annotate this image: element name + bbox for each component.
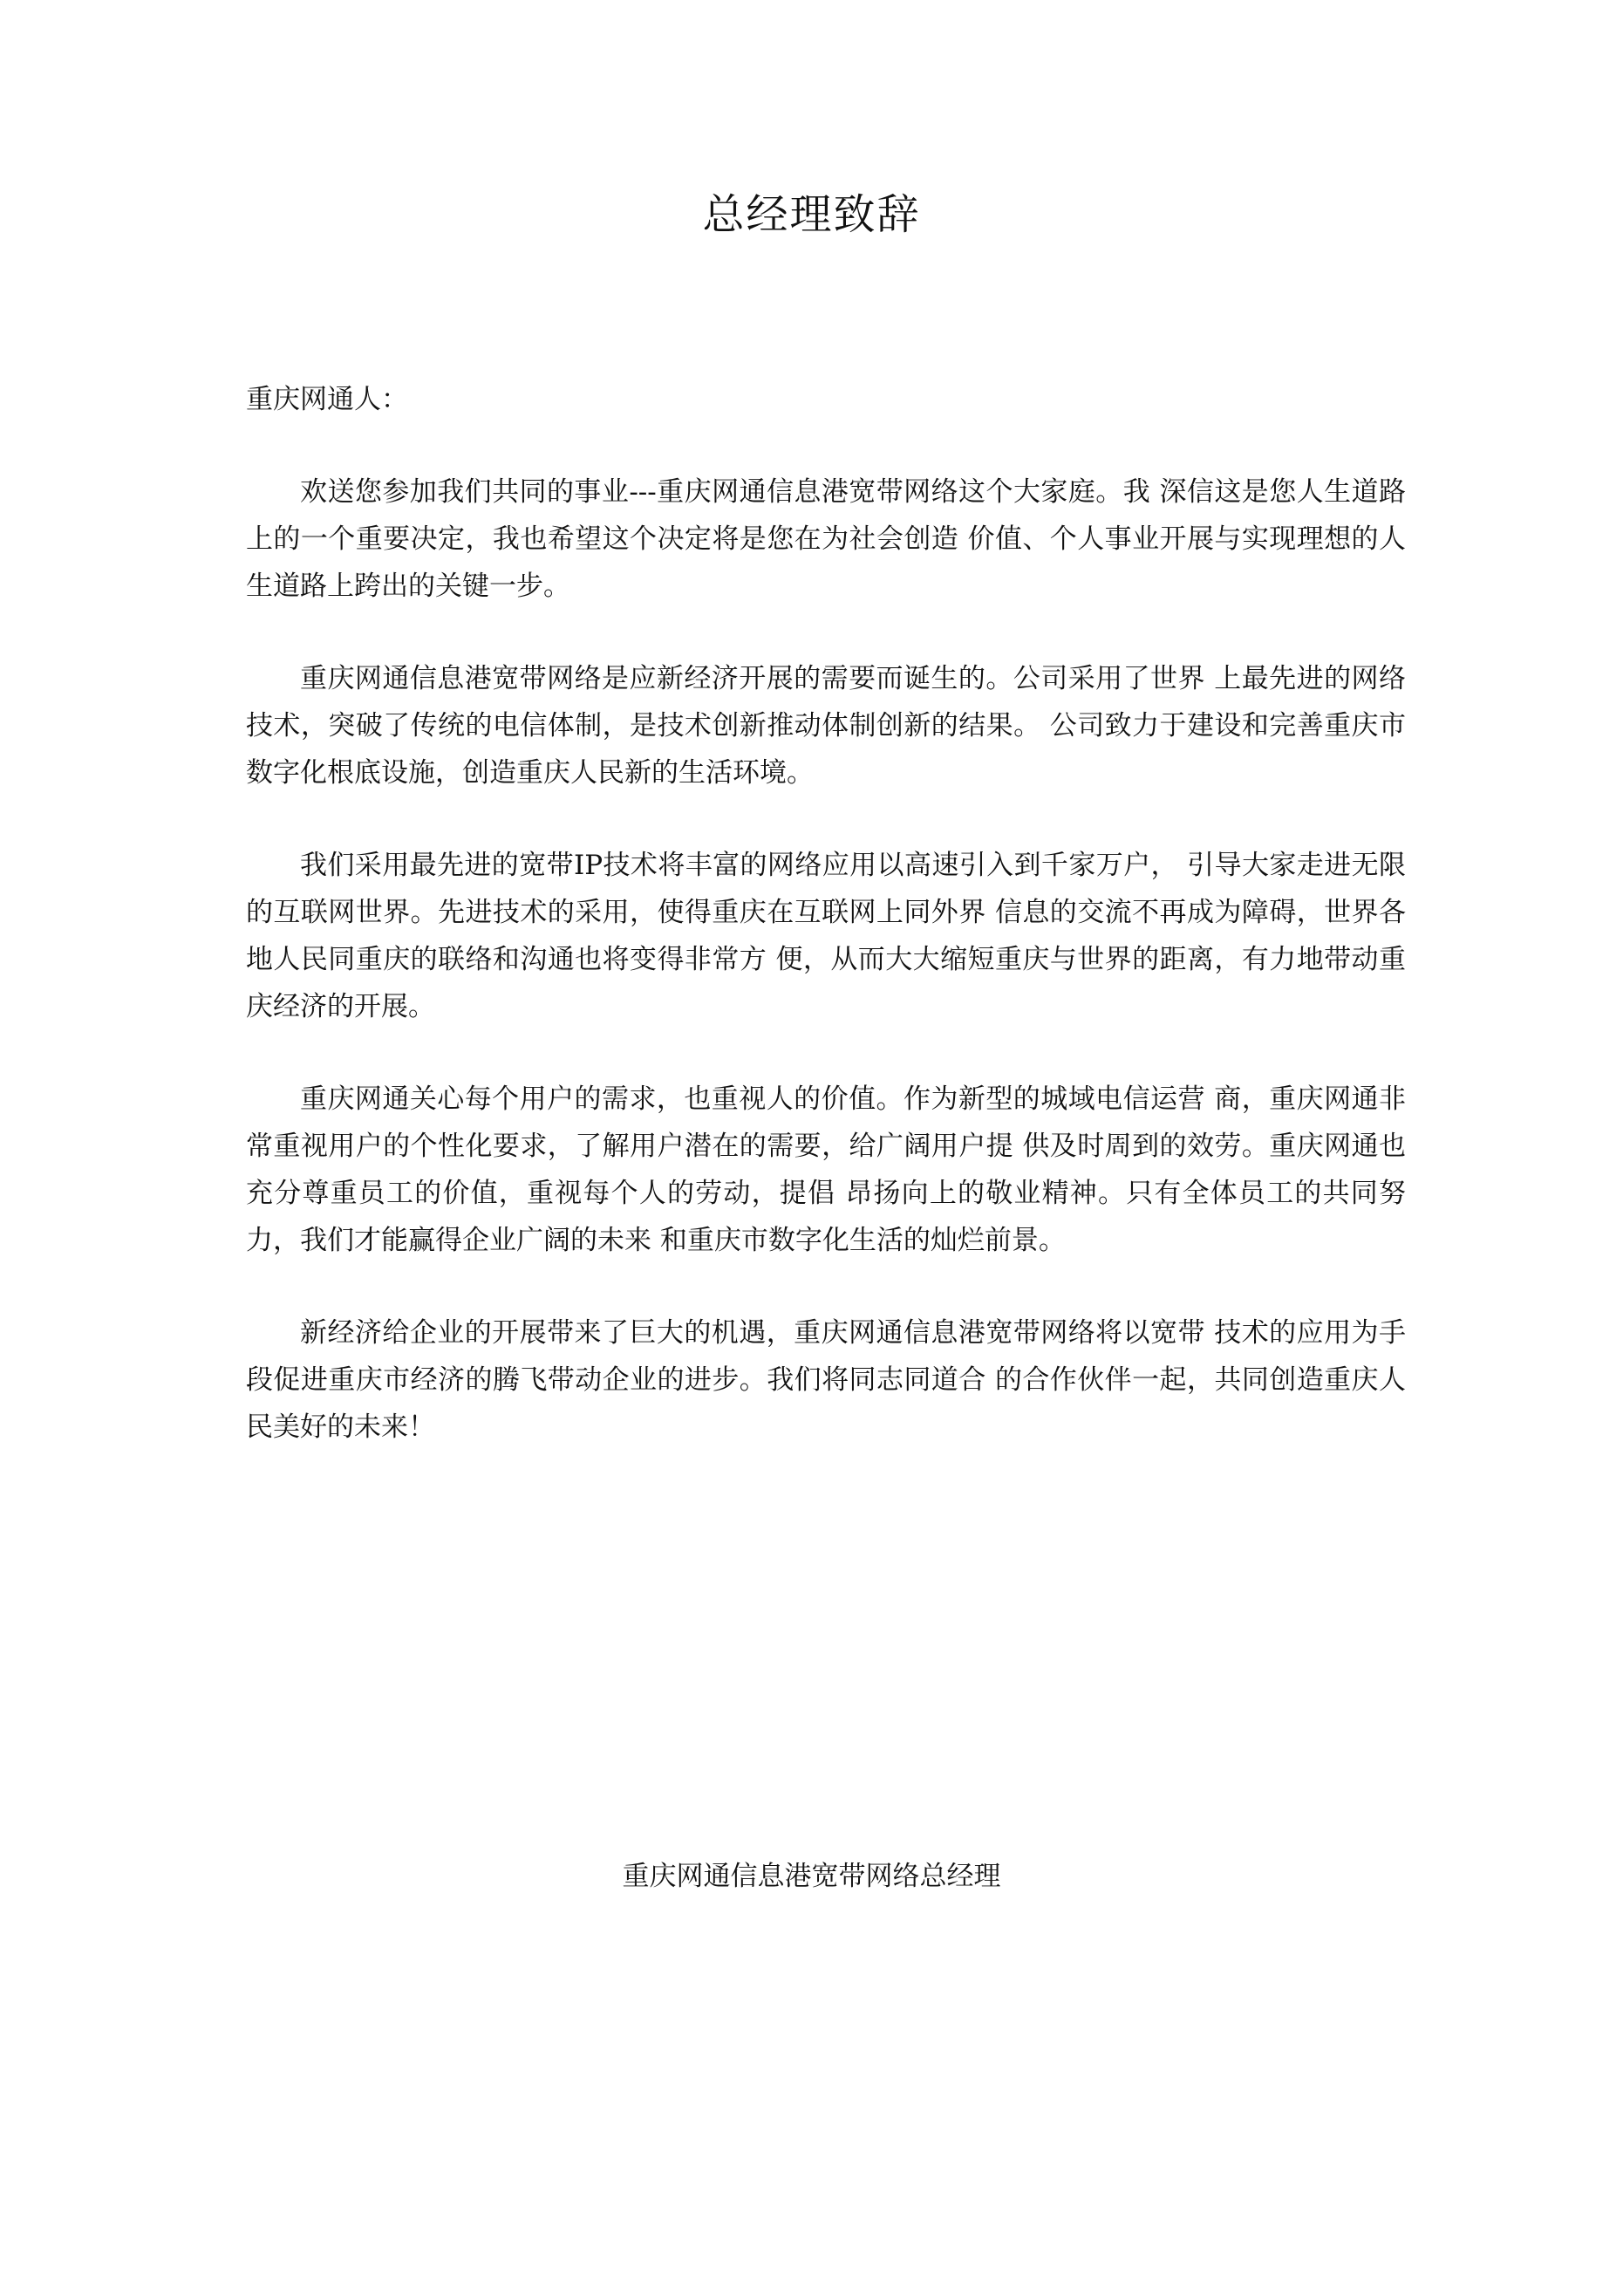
paragraph-future: 新经济给企业的开展带来了巨大的机遇，重庆网通信息港宽带网络将以宽带 技术的应用为手段促进重庆市经济的腾飞带动企业的进步。我们将同志同道合 的合作伙伴一起，共同创造重庆人民美好的未来！: [246, 1317, 1406, 1443]
paragraph-welcome: 欢送您参加我们共同的事业---重庆网通信息港宽带网络这个大家庭。我 深信这是您人生道路上的一个重要决定，我也希望这个决定将是您在为社会创造 价值、个人事业开展与实现理想的人生道路上跨出的关键一步。: [246, 476, 1406, 602]
paragraph-broadband-technology: 我们采用最先进的宽带IP技术将丰富的网络应用以高速引入到千家万户， 引导大家走进无限的互联网世界。先进技术的采用，使得重庆在互联网上同外界 信息的交流不再成为障碍，世界各地人民同重庆的联络和沟通也将变得非常方 便，从而大大缩短重庆与世界的距离，有力地带动重庆经济的开展。: [246, 850, 1406, 1022]
signature: 重庆网通信息港宽带网络总经理: [622, 1861, 1001, 1892]
salutation: 重庆网通人：: [246, 384, 408, 415]
paragraph-company-origin: 重庆网通信息港宽带网络是应新经济开展的需要而诞生的。公司采用了世界 上最先进的网络技术，突破了传统的电信体制，是技术创新推动体制创新的结果。 公司致力于建设和完善重庆市数字化根底设施，创造重庆人民新的生活环境。: [246, 663, 1406, 789]
page-title: 总经理致辞: [702, 190, 921, 239]
paragraph-users-and-staff: 重庆网通关心每个用户的需求，也重视人的价值。作为新型的城域电信运营 商，重庆网通非常重视用户的个性化要求，了解用户潜在的需要，给广阔用户提 供及时周到的效劳。重庆网通也充分尊重员工的价值，重视每个人的劳动，提倡 昂扬向上的敬业精神。只有全体员工的共同努力，我们才能赢得企业广阔的未来 和重庆市数字化生活的灿烂前景。: [246, 1083, 1406, 1256]
letter-body: [246, 468, 1406, 1496]
